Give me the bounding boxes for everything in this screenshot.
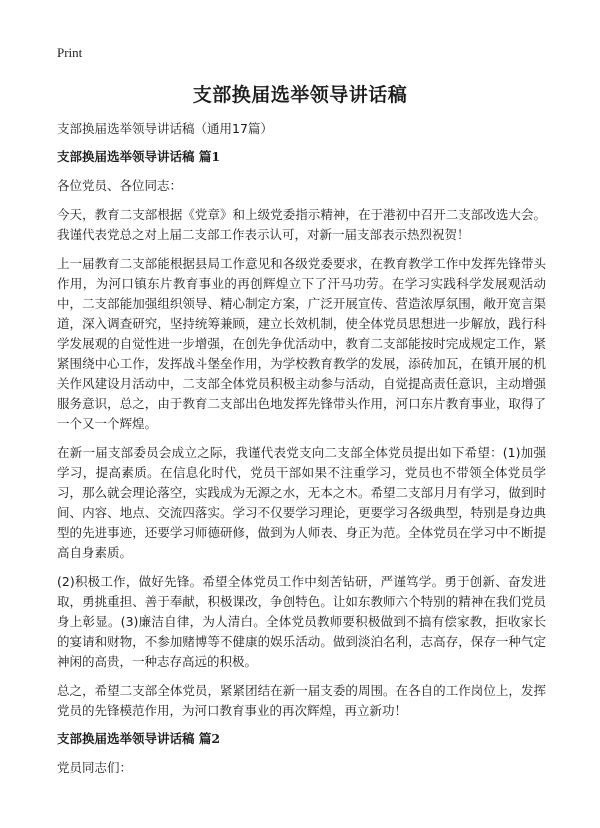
paragraph: 上一届教育二支部能根据县局工作意见和各级党委要求，在教育教学工作中发挥先锋带头作用，为河口镇东片教育事业的再创辉煌立下了汗马功劳。在学习实践科学发展观活动中，二支部能加强组织领导、精心制定方案，广泛开展宣传、营造浓厚氛围，敞开宽言渠道，深入调查研究，坚持统筹兼顾，建立长效机制，使全体党员思想进一步解放，践行科学发展观的自觉性进一步增强，在创先争优活动中，教育二支部能按时完成规定工作，紧紧围绕中心工作，发挥战斗堡垒作用，为学校教育教学的发展，添砖加瓦，在镇开展的机关作风建设月活动中，二支部全体党员积极主动参与活动，自觉提高责任意识，主动增强服务意识，总之，由于教育二支部出色地发挥先锋带头作用，河口东片教育事业，取得了一个又一个辉煌。: [57, 256, 546, 431]
paragraph-greeting: 党员同志们：: [57, 760, 133, 775]
section-heading-2: 支部换届选举领导讲话稿 篇2: [57, 731, 221, 746]
section-heading-1: 支部换届选举领导讲话稿 篇1: [57, 149, 221, 164]
paragraph-greeting: 各位党员、各位同志：: [57, 178, 183, 193]
document-title: 支部换届选举领导讲话稿: [192, 84, 408, 106]
paragraph: 今天，教育二支部根据《党章》和上级党委指示精神，在于港初中召开二支部改选大会。我谨代表党总之对上届二支部工作表示认可，对新一届支部表示热烈祝贺！: [57, 207, 546, 242]
paragraph: 总之，希望二支部全体党员，紧紧团结在新一届支委的周围。在各自的工作岗位上，发挥党员的先锋模范作用，为河口教育事业的再次辉煌，再立新功！: [57, 683, 546, 718]
paragraph: (2)积极工作，做好先锋。希望全体党员工作中刻苦钻研，严谨笃学。勇于创新、奋发进取，勇挑重担、善于奉献，积极课改，争创特色。让如东教师六个特别的精神在我们党员身上彰显。(3)廉洁自律，为人清白。全体党员教师要积极做到不搞有偿家教，拒收家长的宴请和财物，不参加赌博等不健康的娱乐活动。做到淡泊名利，志高存，保存一种气定神闲的高贵，一种志存高远的积极。: [57, 574, 546, 669]
document-subtitle: 支部换届选举领导讲话稿（通用17篇）: [57, 121, 273, 136]
print-link[interactable]: Print: [57, 45, 83, 60]
document-body: [57, 120, 546, 787]
paragraph: 在新一届支部委员会成立之际，我谨代表党支向二支部全体党员提出如下希望：(1)加强学习，提高素质。在信息化时代，党员干部如果不注重学习，党员也不带领全体党员学习，那么就会理论落空，实践成为无源之水，无本之木。希望二支部月月有学习，做到时间、内容、地点、交流四落实。学习不仅要学习理论，更要学习各级典型，特别是身边典型的先进事迹，还要学习师德研修，做到为人师表、身正为范。全体党员在学习中不断提高自身素质。: [57, 445, 546, 560]
